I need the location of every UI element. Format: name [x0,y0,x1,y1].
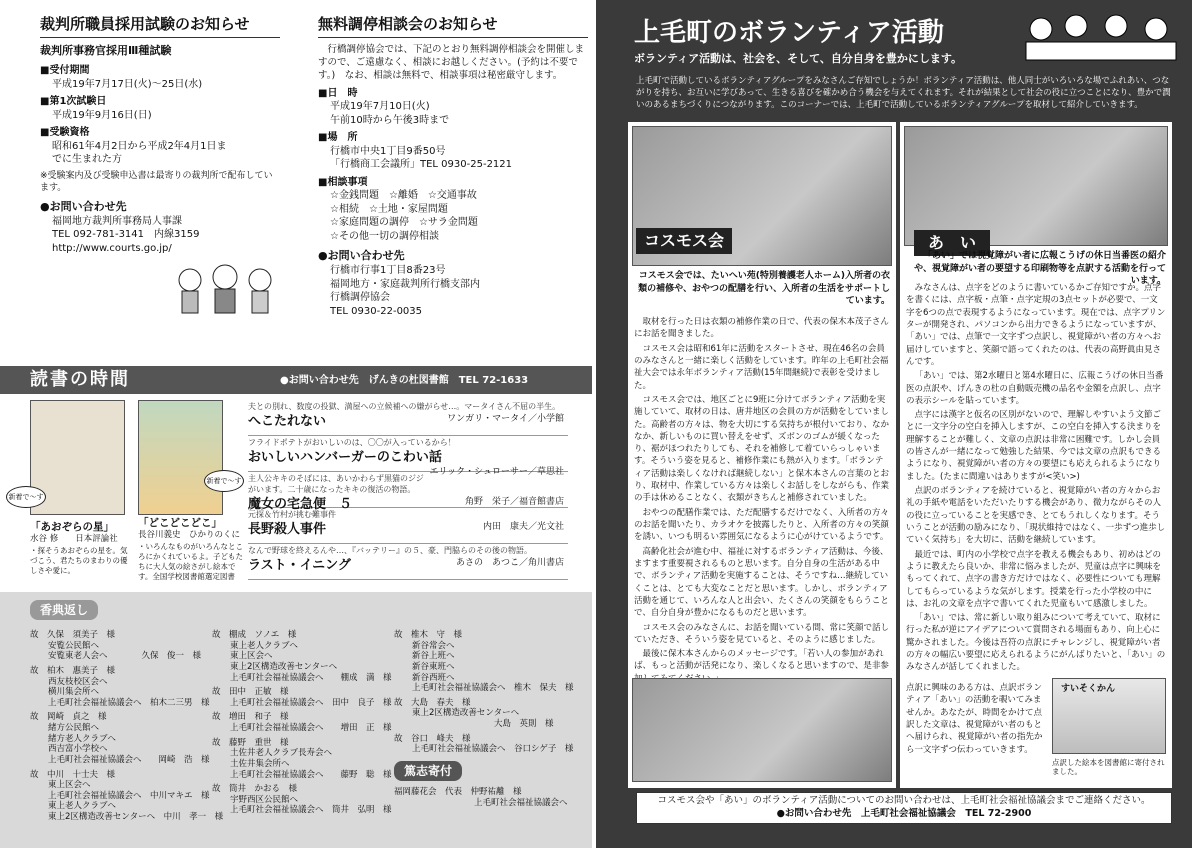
condolence-section [0,592,592,848]
court-notice-title: 裁判所職員採用試験のお知らせ [40,14,280,38]
cover-caption-author: 長谷川義史 ひかりのくに [138,530,241,541]
entry-line: 東上2区構造改善センターへ 中川 孝一 様 [48,812,224,822]
entry-line: 土佐井老人クラブ長寿会へ [230,748,333,759]
court-section-line: 平成19年9月16日(日) [52,109,152,121]
entry-line: 上毛町社会福祉協議会へ 谷口シゲ子 様 [412,744,574,755]
cosmos-members-photo [632,678,892,782]
book-list [248,400,568,580]
entry-line: 西吉富小学校へ [48,744,108,755]
ai-article [906,282,1166,676]
ai-lead: 「あい」では視覚障がい者に広報こうげの休日当番医の紹介や、視覚障がい者の要望する印刷物等を点訳する活動を行っています。 [914,251,1166,287]
reading-title: 読書の時間 [30,369,130,390]
volunteer-group-illustration [1016,4,1186,64]
cover-caption-desc: ・探そうあおぞらの星を。気づこう、君たちのまわりの優しさや愛に。 [30,545,128,575]
entry-line: 故 柏木 惠美子 様 [30,665,116,676]
ai-label: あ い [914,230,990,256]
entry-line: 東上区会へ [48,780,91,791]
cover-caption-aozora [30,520,134,576]
entry-line: 東上老人クラブへ [230,640,298,651]
court-section-head: ■受付期間 [40,65,90,77]
condolence-entry [30,769,224,823]
entry-line: 安覧東老人会へ 久保 俊一 様 [48,651,202,662]
children-illustration [170,262,280,332]
book-list-item[interactable] [248,508,568,544]
braille-book-caption: 点訳した絵本を図書館に寄付されました。 [1052,758,1165,777]
condolence-entry [212,712,392,733]
entry-line: 東上区会へ [230,651,273,662]
court-contact-line: 福岡地方裁判所事務局人事課 [52,215,182,227]
court-website-link[interactable]: http://www.courts.go.jp/ [52,242,172,254]
entry-line: 上毛町社会福祉協議会へ 岡崎 浩 様 [48,754,210,765]
court-note: ※受験案内及び受験申込書は最寄りの裁判所で配布しています。 [40,170,273,193]
mediation-title: 無料調停相談会のお知らせ [318,14,588,38]
new-arrival-badge: 新着で〜す [6,486,46,508]
volunteer-contact-box [636,792,1172,824]
cover-caption-title: 「どこどこどこ」 [138,517,222,529]
mediation-section-line: 「行橋商工会議所」TEL 0930-25-2121 [330,159,513,171]
condolence-entry [212,738,392,781]
book-title: へこたれない [248,413,327,429]
entry-line: 東上2区構造改善センターへ [412,708,520,719]
article-paragraph: みなさんは、点字をどのように書いているかご存知ですか。点字を書くには、点字板・点筆・点字定規の3点セットが必要で、一文字を6つの点で表現するようになっています。現在では、点字プリンターが開発され、パソコンから出力できるようになっていますが、「あい」では、点筆で一文字ずつ点訳し、視覚障がい者の方々へお届けしていますと、笑顔で語ってくれたのは、代表の高野眞由見さんです。 [906,283,1166,367]
ai-group-photo [904,126,1168,246]
mediation-section-line: ☆金銭問題 ☆離婚 ☆交通事故 [330,190,477,202]
mediation-contact-line: TEL 0930-22-0035 [330,305,423,317]
book-note: フライドポテトがおいしいのは、〇〇が入っているから！ [248,438,456,447]
entry-line: 故 岡崎 貞之 様 [30,712,107,723]
book-author: 角野 栄子／福音館書店 [464,496,564,507]
entry-line: 故 棚成 ソノエ 様 [212,630,297,640]
mediation-section-line: 平成19年7月10日(火) [330,101,430,113]
article-paragraph: おやつの配膳作業では、ただ配膳するだけでなく、入所者の方々のお話を聞いたり、カラオケを披露したりと、入所者の方々の笑顔を誘い、いつも明るい雰囲気になるように心がけているようです。 [634,507,889,543]
donation-entry [394,787,574,808]
condolence-entry [394,630,574,694]
book-list-item[interactable] [248,400,568,436]
court-section-line: 平成19年7月17日(火)〜25日(水) [52,78,203,90]
condolence-entry [394,698,574,730]
book-author: あさの あつこ／角川書店 [455,557,564,568]
entry-line: 新谷西班へ [412,672,455,683]
mediation-section-line: ☆その他一切の調停相談 [330,230,439,242]
entry-line: 故 久保 須美子 様 [30,630,116,640]
mediation-section-head: ■日 時 [318,87,358,99]
entry-line: 宇野西区公民館へ [230,794,299,805]
cover-caption-title: 「あおぞらの星」 [30,521,114,533]
entry-line: 上毛町社会福祉協議会へ 中川マキエ 様 [48,790,210,801]
article-paragraph: 点訳のボランティアを続けていると、視覚障がい者の方々からお礼の手紙や電話をいただいたりする機会があり、微力ながらその人の役に立っていることを実感でき、とてもうれしくなります。そういうことが活動の励みになり、「現状維持ではなく、一歩ずつ進歩していく気持ち」を大切に、活動を継続しています。 [906,486,1166,546]
entry-line: 上毛町社会福祉協議会へ 増田 正 様 [230,723,392,733]
article-paragraph: 取材を行った日は衣類の補修作業の日で、代表の保木本茂子さんにお話を聞きました。 [634,317,889,340]
court-section-line: でに生まれた方 [52,154,122,166]
entry-line: 故 中川 十士夫 様 [30,769,116,780]
braille-book-photo [1052,678,1166,754]
entry-line: 故 谷口 峰夫 様 [394,733,471,744]
entry-line: 新谷上班へ [412,651,455,662]
article-paragraph: コスモス会のみなさんに、お話を聞いている間、常に笑顔で話していただき、そういう姿を見ていると、そのように感じました。 [634,622,890,645]
condolence-column [212,630,392,820]
mediation-section-line: ☆家庭問題の調停 ☆サラ金問題 [330,217,478,229]
condolence-entry [212,687,392,708]
cover-caption-dokodoko [138,516,244,582]
book-cover-dokodoko [138,400,223,515]
condolence-column [30,630,224,827]
volunteer-section [596,0,1192,848]
book-list-item[interactable] [248,436,568,478]
new-arrival-badge: 新着で〜す [204,470,244,492]
cosmos-lead: コスモス会では、たいへい苑(特別養護老人ホーム)入所者の衣類の補修や、おやつの配膳を行い、入所者の生活をサポートしています。 [638,271,890,307]
article-paragraph: 高齢化社会が進む中、福祉に対するボランティア活動は、今後、ますます重要視されるものと思います。自分自身の生活がある中で、ボランティア活動を実施することは、そうですね…継続していくことは、とても大変なことだと思います。しかし、ボランティア活動を通じて、いろんな人と出会い、たくさんの笑顔をもらうことで、自分自身が豊かになるものだと思います。 [634,546,889,619]
entry-line: 東上2区構造改善センターへ [230,661,338,672]
book-title: おいしいハンバーガーのこわい話 [248,449,442,465]
volunteer-subtitle: ボランティア活動は、社会を、そして、自分自身を豊かにします。 [634,52,963,65]
court-notice-subtitle: 裁判所事務官採用Ⅲ種試験 [40,44,172,58]
mediation-contact-line: 行橋市行事1丁目8番23号 [330,265,446,277]
article-paragraph: 「あい」では、常に新しい取り組みについて考えていて、取材に行った私が逆にアイデアについて質問される場面もあり、向上心に驚かされました。今後は吾符の点訳にチャレンジし、視覚障がい者の方々の幅広い要望に応えられるようにがんばりたいと、「あい」のみなさんが話してくれました。 [906,613,1166,673]
entry-line: 故 大島 春夫 様 [394,697,471,708]
entry-line: 緒方老人クラブへ [48,733,116,744]
volunteer-title: 上毛町のボランティア活動 [634,18,944,48]
court-contact-head: ●お問い合わせ先 [40,199,127,213]
entry-line: 故 椎木 守 様 [394,630,463,640]
entry-line: 上毛町社会福祉協議会へ 筒井 弘明 様 [230,805,392,816]
entry-line: 東上老人クラブへ [48,801,116,812]
article-paragraph: 点字には漢字と仮名の区別がないので、理解しやすいよう文節ごとに一文字分の空白を挿入しますが、この空白を挿入する決まりを理解することが難しく、文章の点訳は非常に困難です。しかし会員の皆さんが一緒になって勉強した結果、今では文章の点訳もできるようになり、視覚障がい者の方々の要望にも応えられるようになりました。(たまに間違いはありますが<笑い>) [906,410,1162,482]
entry-line: 福岡藤花会 代表 仲野祐離 様 [394,787,522,798]
article-paragraph: 最後に保木本さんからのメッセージです。「若い人の参加があれば、もっと活動が活発になり、楽しくなると思いますので、是非参 [634,649,889,672]
volunteer-contact-line2: ●お問い合わせ先 上毛町社会福祉協議会 TEL 72-2900 [776,807,1032,819]
mediation-section-line: 午前10時から午後3時まで [330,114,450,126]
condolence-entry [30,712,210,765]
mediation-section-line: ☆相続 ☆土地・家屋問題 [330,203,448,215]
book-note: なんで野球を終えるんや…、『バッテリー』の５、豪、門脇らのその後の物語。 [248,546,532,555]
ai-closing: 点訳に興味のある方は、点訳ボランティア「あい」の活動を覗いてみませんか。あなたが、時間をかけて点訳した文章は、視覚障がい者のもとへ届けられ、視覚障がい者の指先から一文字ずつ伝わっていきます。 [906,683,1043,755]
volunteer-intro: 上毛町で活動しているボランティアグループをみなさんご存知でしょうか！ボランティア活動は、他人同士がいろいろな場でふれあい、つながりを持ち、お互いに学びあって、生きる喜びを確かめ合う機会を与えてくれます。それが結果として社会の役に立つことになり、豊かで潤いのあるまちづくりにつながります。このコーナーでは、上毛町で活動しているボランティアグループを取材して紹介していきます。 [636,76,1171,110]
condolence-entry [30,666,210,709]
entry-line: 上毛町社会福祉協議会へ 田中 良子 様 [230,697,392,708]
article-paragraph: コスモス会は昭和61年に活動をスタートさせ、現在46名の会員のみなさんと一緒に楽しく活動をしています。昨年の上毛町社会福祉大会では永年ボランティア活動(15年間継続)で表彰を受けました。 [634,343,889,391]
article-paragraph: 最近では、町内の小学校で点字を教える機会もあり、初めはどのように教えたら良いか、非常に悩みましたが、児童は点字に興味をもってくれて、点字の書き方だけではなく、必要性についても理解してもらっているような気がします。授業を行った小学校の中には、お礼の文章を点字で書いてくれた児童もいて感激しました。 [906,549,1162,609]
entry-line: 西友枝校区会へ [48,676,108,687]
book-note: 夫との別れ、数度の投獄、満屋への立候補への嫌がらせ…。マータイさん不屈の半生。 [248,402,561,411]
cosmos-label: コスモス会 [636,228,732,254]
article-paragraph: コスモス会では、地区ごとに9班に分けてボランティア活動を実施していて、取材の日は、唐井地区の会員の方が活動をしていました。高齢者の方々は、物を大切にする気持ちが根付いており、なかなか、新しいものに買い替えをせず、ズボンのゴムが緩くなったり、裾がほつれたりしても、それを補修して着ていらっしゃいます。そういう姿を見ると、補修作業にも熱が入ります。「ボランティア活動は楽しくなければ継続しない」と保木本さんの言葉のとおり、取材中、作業している方々は楽しくお話しをしながらも、作業の手は休めることなく、衣類がきちんと補修されていました。 [634,394,890,504]
entry-line: 上毛町社会福祉協議会へ [474,797,568,808]
court-contact-line: TEL 092-781-3141 内線3159 [52,229,200,241]
condolence-title: 香典返し [30,600,98,620]
condolence-entry [212,630,392,683]
book-title: 長野殺人事件 [248,521,327,537]
article-paragraph: 「あい」では、第2水曜日と第4水曜日に、広報こうげの休日当番医の点訳や、げんきの杜の自動販売機の品名や金額を点訳し、点字の表示シールを貼っています。 [906,371,1164,406]
mediation-section-line: 行橋市中央1丁目9番50号 [330,145,446,157]
book-note: 元探＆竹村が挑む難事件 [248,510,336,519]
ai-panel [900,122,1172,788]
mediation-notice [318,14,588,334]
condolence-entry [394,734,574,755]
book-list-item[interactable] [248,544,568,580]
entry-line: 故 筒井 かおる 様 [212,784,298,795]
book-note: 主人公キキのそばには、あいかわらず黒猫のジジがいます。二十歳になったキキの復活の物語。 [248,474,424,494]
mediation-contact-line: 福岡地方・家庭裁判所行橋支部内 [330,278,480,290]
book-author: エリック・シュローサー／草思社 [429,467,564,478]
reading-contact: ●お問い合わせ先 げんきの杜図書館 TEL 72-1633 [280,375,529,386]
entry-line: 安覧公民館へ [48,640,100,651]
condolence-entry [212,784,392,816]
entry-line: 上毛町社会福祉協議会へ 棚成 満 様 [230,672,392,683]
cosmos-panel [628,122,896,788]
mediation-section-head: ■場 所 [318,132,358,144]
entry-line: 新谷常会へ [412,640,455,651]
mediation-contact-line: 行橋調停協会 [330,292,390,304]
reading-header-band [0,366,592,394]
volunteer-contact-line1: コスモス会や「あい」のボランティア活動についてのお問い合わせは、上毛町社会福祉協議会までご連絡ください。 [657,795,1151,806]
entry-line: 故 田中 正敏 様 [212,687,289,698]
entry-line: 新谷東班へ [412,661,455,672]
court-section-line: 昭和61年4月2日から平成2年4月1日ま [52,140,227,152]
cover-caption-desc: ・いろんなものがいろんなところにかくれているよ。子どもたちに大人気の絵さがし絵本です。全国学校図書館選定図書 [138,541,243,582]
court-section-head: ■受験資格 [40,127,90,139]
mediation-section-head: ■相談事項 [318,176,368,188]
condolence-entry [30,630,210,662]
braille-book-label: すいそくかん [1061,684,1116,694]
book-author: ワンガリ・マータイ／小学館 [447,413,564,424]
entry-line: 上毛町社会福祉協議会へ 椎木 保夫 様 [412,683,574,694]
condolence-column [394,630,574,812]
court-section-head: ■第1次試験日 [40,96,107,108]
entry-line: 土佐井集会所へ [230,758,290,769]
entry-line: 上毛町社会福祉協議会へ 藤野 聡 様 [230,769,392,780]
cover-caption-author: 水谷 修 日本評論社 [30,534,118,545]
entry-line: 大島 英則 様 [494,719,554,729]
book-author: 内田 康夫／光文社 [482,521,564,532]
mediation-contact-head: ●お問い合わせ先 [318,249,405,263]
entry-line: 横川集会所へ [48,687,100,698]
book-title: ラスト・イニング [248,557,351,573]
mediation-intro: 行橋調停協会では、下記のとおり無料調停相談会を開催しますので、ご遠慮なく、相談にお越しください。(予約は不要です。) なお、相談は無料で、相談事項は秘密厳守します。 [318,44,585,81]
entry-line: 緒方公民館へ [48,723,100,733]
entry-line: 故 増田 和子 様 [212,712,289,723]
book-title: 魔女の宅急便 ５ [248,496,353,512]
donation-title: 篤志寄付 [394,761,462,781]
entry-line: 故 藤野 重世 様 [212,737,289,748]
cosmos-article [634,316,890,687]
entry-line: 上毛町社会福祉協議会へ 柏木二三男 様 [48,697,210,708]
